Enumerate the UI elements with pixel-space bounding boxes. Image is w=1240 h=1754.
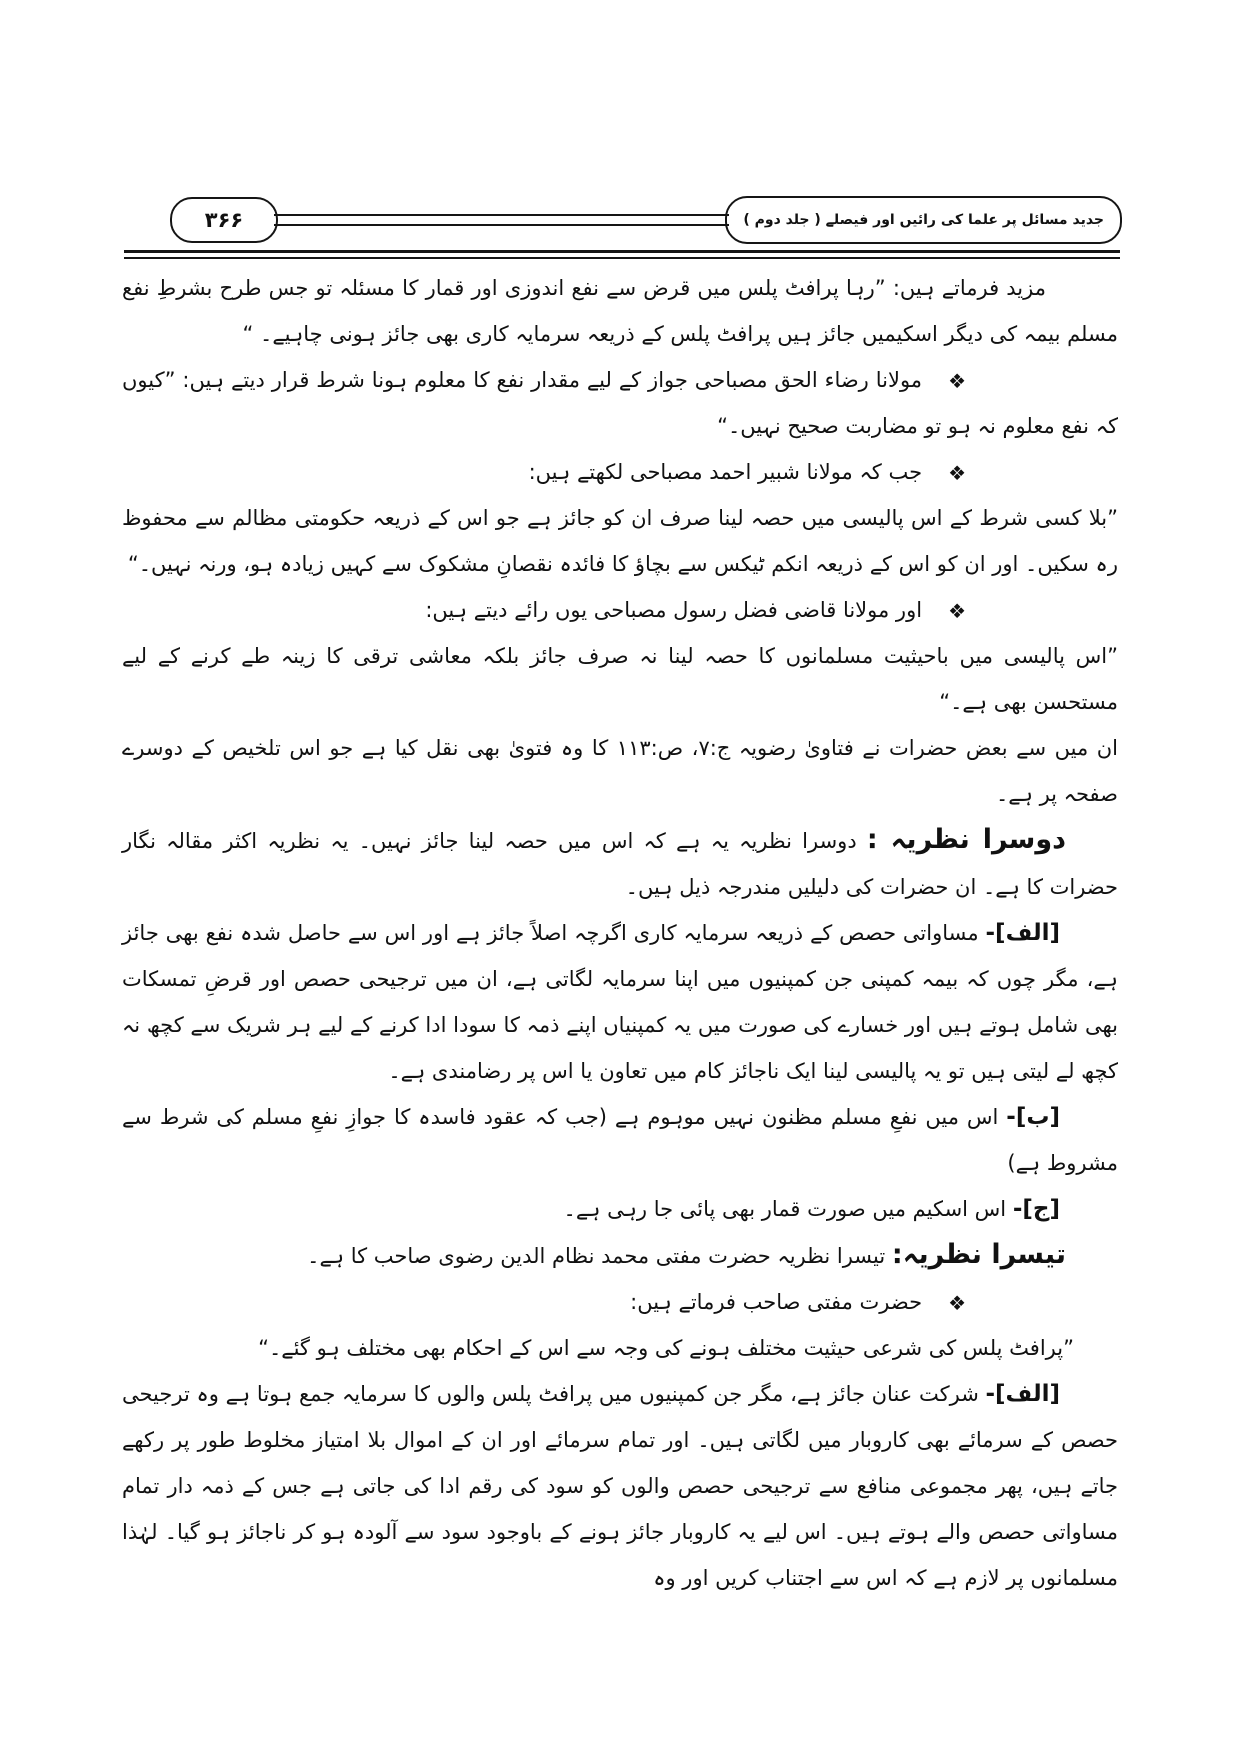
list-marker: [ب]-: [1006, 1104, 1060, 1130]
header-rule: [274, 214, 729, 226]
list-marker: [الف]-: [985, 920, 1060, 946]
list-item: [ب]- اس میں نفعِ مسلم مظنون نہیں موہوم ہے (جب کہ عقود فاسدہ کا جوازِ نفعِ مسلم کی شرط سے مشروط ہے): [122, 1104, 1118, 1175]
page-header: [170, 198, 1122, 242]
diamond-bullet-icon: ❖: [948, 369, 966, 393]
section-paragraph: تیسرا نظریہ: تیسرا نظریہ حضرت مفتی محمد نظام الدین رضوی صاحب کا ہے۔: [307, 1239, 1066, 1270]
bullet-paragraph: ❖اور مولانا قاضی فضل رسول مصباحی یوں رائے دیتے ہیں:: [122, 587, 1118, 633]
bullet-paragraph: ❖حضرت مفتی صاحب فرماتے ہیں:: [122, 1279, 1118, 1325]
page-number-badge: [170, 197, 278, 243]
list-item: [ج]- اس اسکیم میں صورت قمار بھی پائی جا رہی ہے۔: [563, 1196, 1060, 1222]
paragraph: ”اس پالیسی میں باحیثیت مسلمانوں کا حصہ لینا نہ صرف جائز بلکہ معاشی ترقی کا زینہ طے کرنے کے لیے مستحسن بھی ہے۔“: [122, 644, 1118, 714]
paragraph: ”بلا کسی شرط کے اس پالیسی میں حصہ لینا صرف ان کو جائز ہے جو اس کے ذریعہ حکومتی مظالم سے محفوظ رہ سکیں۔ اور ان کو اس کے ذریعہ انکم ٹیکس سے بچاؤ کا فائدہ نقصانِ مشکوک سے کہیں زیادہ ہو، ورنہ نہیں۔“: [122, 506, 1118, 576]
list-marker: [الف]-: [985, 1381, 1060, 1407]
list-item: [الف]- مساواتی حصص کے ذریعہ سرمایہ کاری اگرچہ اصلاً جائز ہے اور اس سے حاصل شدہ نفع بھی جائز ہے، مگر چوں کہ بیمہ کمپنی جن کمپنیوں میں اپنا سرمایہ لگاتی ہے، ان میں ترجیحی حصص اور قرضِ تمسکات بھی شامل ہوتے ہیں اور خسارے کی صورت میں یہ کمپنیاں اپنے ذمہ کا سودا ادا کرنے کے لیے ہر شریک سے کچھ نہ کچھ لے لیتی ہیں تو یہ پالیسی لینا ایک ناجائز کام میں تعاون یا اس پر رضامندی ہے۔: [122, 920, 1118, 1083]
paragraph: ان میں سے بعض حضرات نے فتاویٰ رضویہ ج:۷، ص:۱۱۳ کا وہ فتویٰ بھی نقل کیا ہے جو اس تلخیص کے دوسرے صفحہ پر ہے۔: [122, 736, 1118, 806]
header-divider: [124, 250, 1120, 259]
bullet-paragraph: ❖جب کہ مولانا شبیر احمد مصباحی لکھتے ہیں:: [122, 449, 1118, 495]
paragraph: مزید فرماتے ہیں: ”رہا پرافٹ پلس میں قرض سے نفع اندوزی اور قمار کا مسئلہ تو جس طرح بشرطِ نفع مسلم بیمہ کی دیگر اسکیمیں جائز ہیں پرافٹ پلس کے ذریعہ سرمایہ کاری بھی جائز ہونی چاہیے۔ “: [122, 276, 1118, 346]
diamond-bullet-icon: ❖: [948, 1291, 966, 1315]
section-heading: دوسرا نظریہ :: [866, 824, 1066, 855]
page-number: ۳۶۶: [204, 208, 244, 232]
paragraph: ”پرافٹ پلس کی شرعی حیثیت مختلف ہونے کی وجہ سے اس کے احکام بھی مختلف ہو گئے۔“: [258, 1336, 1074, 1360]
book-title-cartouche: [725, 196, 1122, 244]
body-blocks: [122, 265, 1118, 1601]
diamond-bullet-icon: ❖: [948, 599, 966, 623]
book-title: جدید مسائل پر علما کی رائیں اور فیصلے ( جلد دوم ): [743, 212, 1104, 228]
section-heading: تیسرا نظریہ:: [891, 1239, 1066, 1270]
list-item: [الف]- شرکت عنان جائز ہے، مگر جن کمپنیوں میں پرافٹ پلس والوں کا سرمایہ جمع ہوتا ہے وہ ترجیحی حصص کے سرمائے بھی کاروبار میں لگاتی ہیں۔ اور تمام سرمائے اور ان کے اموال بلا امتیاز مخلوط طور پر رکھے جاتے ہیں، پھر مجموعی منافع سے ترجیحی حصص والوں کو سود کی رقم ادا کی جاتی ہے جس کے ذمہ دار تمام مساواتی حصص والے ہوتے ہیں۔ اس لیے یہ کاروبار جائز ہونے کے باوجود سود سے آلودہ ہو کر ناجائز ہو گیا۔ لہٰذا مسلمانوں پر لازم ہے کہ اس سے اجتناب کریں اور وہ: [122, 1381, 1118, 1590]
bullet-paragraph: ❖مولانا رضاء الحق مصباحی جواز کے لیے مقدار نفع کا معلوم ہونا شرط قرار دیتے ہیں: ”کیوں کہ نفع معلوم نہ ہو تو مضاربت صحیح نہیں۔“: [122, 357, 1118, 449]
list-marker: [ج]-: [1012, 1196, 1060, 1222]
section-paragraph: دوسرا نظریہ : دوسرا نظریہ یہ ہے کہ اس میں حصہ لینا جائز نہیں۔ یہ نظریہ اکثر مقالہ نگار حضرات کا ہے۔ ان حضرات کی دلیلیں مندرجہ ذیل ہیں۔: [122, 824, 1118, 899]
diamond-bullet-icon: ❖: [948, 461, 966, 485]
